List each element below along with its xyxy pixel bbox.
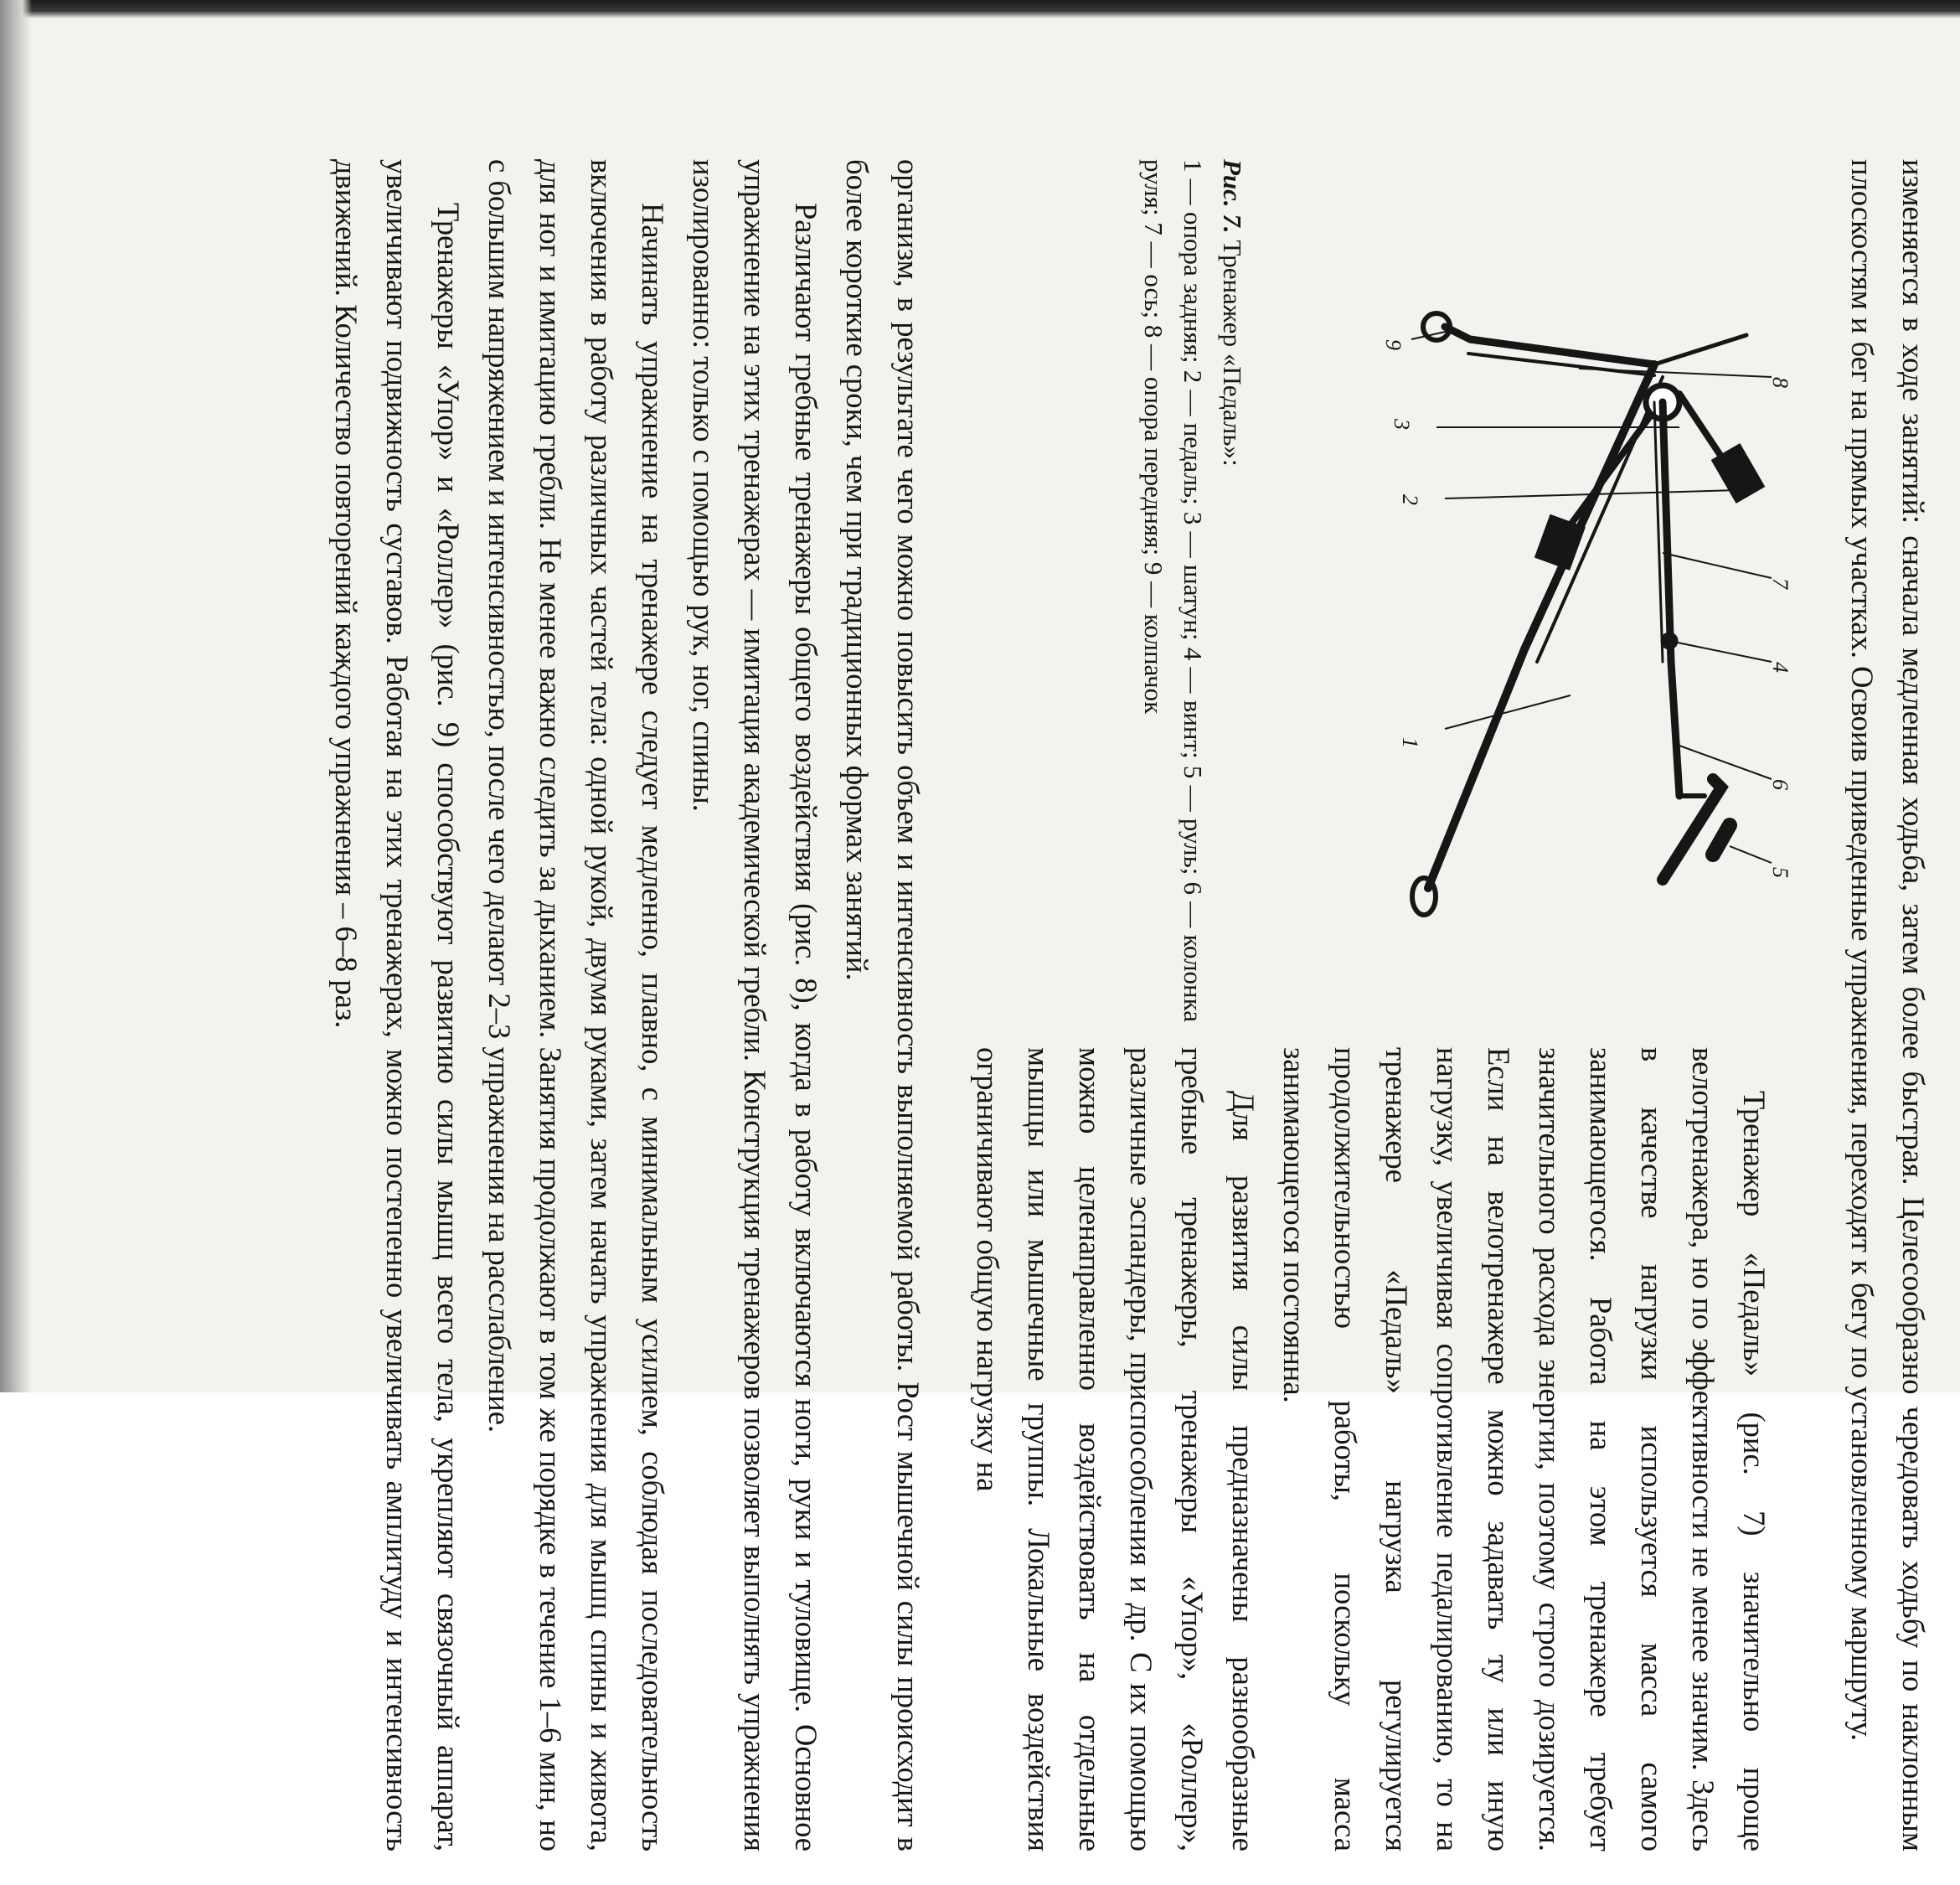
scanner-edge xyxy=(0,0,1960,18)
crank-arm-bottom xyxy=(1562,411,1654,536)
exercise-order-paragraph: Начинать упражнение на тренажере следует медленно, плавно, с минимальным усилием, соблюдая последовательность включения в работу различных частей тела: одной рукой, двумя руками, затем начать упражнения для мышц спины и живота, для ног и имитацию гребли. Не менее важно следить за дыханием. Занятия продолжают в том же порядке в течение 1–6 мин, но с большим напряжением и интенсивностью, после чего делают 2–3 упражнения на расслабление. xyxy=(482,159,670,1851)
pedal-trainer-paragraph: Тренажер «Педаль» (рис. 7) значительно проще велотренажера, но по эффективности не менее значим. Здесь в качестве нагрузки используется масса самого занимающегося. Работа на этом тренажере требует значительного расхода энергии, поэтому строго дозируется. Если на велотренажере можно задавать ту или иную нагрузку, увеличивая сопротивление педалированию, то на тренажере «Педаль» нагрузка регулируется продолжительностью работы, поскольку масса занимающегося постоянна. xyxy=(1277,1047,1772,1851)
caption-title: Тренажер «Педаль»: xyxy=(1218,240,1247,467)
upor-roller-paragraph: Тренажеры «Упор» и «Роллер» (рис. 9) способствуют развитию силы мышц всего тела, укрепляют связочный аппарат, увеличивают подвижность суставов. Работая на этих тренажерах, можно постепенно увеличивать амплитуду и интенсивность движений. Количество повторений каждого упражнения – 6–8 раз. xyxy=(329,159,466,1851)
label-6: 6 xyxy=(1768,779,1792,790)
pedal-trainer-drawing xyxy=(1378,159,1792,1022)
label-8: 8 xyxy=(1768,377,1792,388)
top-section xyxy=(1837,159,1939,1851)
right-column xyxy=(962,1047,1780,1851)
top-paragraph: изменяется в ходе занятий: сначала медленная ходьба, затем более быстрая. Целесообразно чередовать ходьбу по наклонным плоскостям и бег на прямых участках. Освоив приведенные упражнения, переходят к бегу по установленному маршруту. xyxy=(1845,159,1931,1851)
strength-paragraph-continued: организм, в результате чего можно повысить объем и интенсивность выполняемой работы. Рост мышечной силы происходит в более короткие сроки, чем при традиционных формах занятий. xyxy=(840,159,926,1851)
caption-body: 1 — опора задняя; 2 — педаль; 3 — шатун; 4 — винт; 5 — руль; 6 — колонка руля; 7 — ось; 8 — опора передняя; 9 — колпачок xyxy=(1139,159,1208,1022)
strength-trainers-paragraph: Для развития силы предназначены разнообразные гребные тренажеры, тренажеры «Упор», «Роллер», различные эспандеры, приспособления и др. С их помощью можно целенаправленно воздействовать на отдельные мышцы или мышечные группы. Локальные воздействия ограничивают общую нагрузку на xyxy=(971,1047,1261,1851)
binding-shadow xyxy=(0,0,32,1392)
figure-caption xyxy=(1134,159,1252,1022)
caption-label: Рис. 7. xyxy=(1218,159,1247,234)
label-2: 2 xyxy=(1398,494,1422,505)
rear-support-leg xyxy=(1428,364,1654,888)
label-5: 5 xyxy=(1768,867,1792,878)
front-support-leg xyxy=(1445,327,1654,364)
rowing-trainers-paragraph: Различают гребные тренажеры общего воздействия (рис. 8), когда в работу включаются ноги, руки и туловище. Основное упражнение на этих тренажерах — имитация академической гребли. Конструкция тренажеров позволяет выполнять упражнения изолированно: только с помощью рук, ног, спины. xyxy=(687,159,823,1851)
label-7: 7 xyxy=(1768,578,1792,589)
book-page-rotated xyxy=(71,126,1947,1851)
label-4: 4 xyxy=(1768,662,1792,673)
label-3: 3 xyxy=(1390,419,1414,430)
figure-7 xyxy=(1294,159,1792,1022)
label-9: 9 xyxy=(1381,339,1406,350)
rear-cap xyxy=(1412,878,1436,915)
bottom-section xyxy=(321,159,934,1851)
label-1: 1 xyxy=(1398,737,1422,748)
steering-column xyxy=(1663,402,1679,796)
